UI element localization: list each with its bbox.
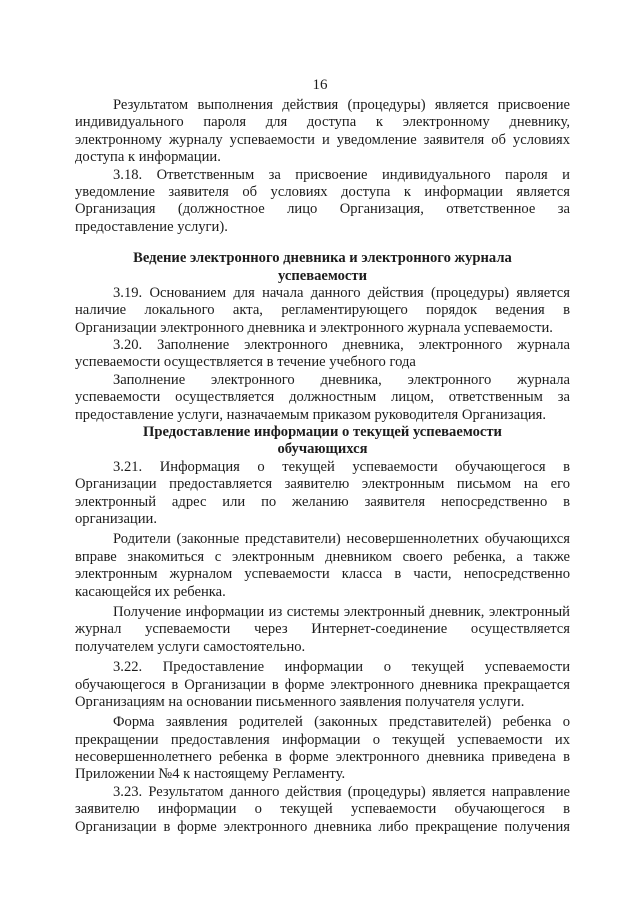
text-line: 3.18. Ответственным за присвоение индивидуального пароля и	[113, 166, 570, 183]
text-line: 3.20. Заполнение электронного дневника, электронного журнала	[113, 337, 570, 354]
heading-line: обучающихся	[277, 441, 368, 458]
text-line: предоставление услуги, назначаемым приказом руководителя Организация.	[75, 406, 547, 423]
heading-line: Предоставление информации о текущей успеваемости	[143, 424, 502, 441]
paragraph-3-21	[75, 459, 570, 529]
text-line: уведомление заявителя об условиях доступа к информации является	[75, 183, 570, 200]
paragraph-3-18	[75, 167, 570, 237]
text-line: несовершеннолетнего ребенка в форме электронного дневника приведена в	[75, 749, 570, 766]
text-line: касающейся их ребенка.	[75, 583, 226, 600]
page-content	[75, 97, 570, 836]
section-heading-diary	[75, 250, 570, 285]
page-number: 16	[312, 77, 328, 93]
text-line: Приложении №4 к настоящему Регламенту.	[75, 766, 346, 783]
text-line: Результатом выполнения действия (процедуры) является присвоение	[113, 97, 570, 113]
text-line: успеваемости осуществляется в течение учебного года	[75, 354, 416, 371]
paragraph-3-20	[75, 337, 570, 372]
paragraph-form	[75, 714, 570, 784]
text-line: успеваемости осуществляется должностным лицом, ответственным за	[75, 389, 570, 406]
text-line: Организации предоставляется заявителю электронным письмом на его	[75, 476, 570, 493]
paragraph-3-22	[75, 659, 570, 711]
text-line: доступа к информации.	[75, 149, 221, 166]
text-line: Заполнение электронного дневника, электронного журнала	[113, 371, 570, 388]
text-line: Организация (должностное лицо Организация, ответственное за	[75, 201, 570, 218]
text-line: Организации в форме электронного дневника либо прекращение получения	[75, 818, 570, 835]
paragraph-parents	[75, 531, 570, 601]
text-line: электронный адрес или по желанию заявителя непосредственно в	[75, 493, 570, 510]
text-line: организации.	[75, 510, 157, 527]
text-line: вправе знакомиться с электронным дневником своего ребенка, а также	[75, 548, 570, 565]
text-line: Получение информации из системы электронный дневник, электронный	[113, 603, 570, 620]
text-line: получателем услуги самостоятельно.	[75, 638, 306, 655]
paragraph-result-password	[75, 97, 570, 167]
text-line: 3.19. Основанием для начала данного действия (процедуры) является	[113, 284, 570, 301]
text-line: индивидуального пароля для доступа к электронному дневнику,	[75, 114, 570, 131]
text-line: Организациям на основании письменного заявления получателя услуги.	[75, 693, 525, 710]
text-line: электронному журналу успеваемости и уведомление заявителя об условиях	[75, 131, 570, 148]
paragraph-filling	[75, 372, 570, 424]
heading-line: успеваемости	[278, 267, 367, 284]
text-line: предоставление услуги).	[75, 218, 228, 235]
text-line: 3.21. Информация о текущей успеваемости обучающегося в	[113, 458, 570, 475]
heading-line: Ведение электронного дневника и электронного журнала	[133, 250, 512, 267]
text-line: электронным журналом успеваемости класса в части, непосредственно	[75, 566, 570, 583]
paragraph-obtaining	[75, 604, 570, 656]
text-line: прекращении предоставления информации о текущей успеваемости их	[75, 731, 570, 748]
text-line: наличие локального акта, регламентирующего порядок ведения в	[75, 302, 570, 319]
text-line: Родители (законные представители) несовершеннолетних обучающихся	[113, 531, 570, 548]
section-heading-progress	[75, 424, 570, 459]
text-line: Форма заявления родителей (законных представителей) ребенка о	[113, 714, 570, 731]
text-line: Организации электронного дневника и электронного журнала успеваемости.	[75, 319, 553, 336]
text-line: 3.22. Предоставление информации о текущей успеваемости	[113, 659, 570, 676]
text-line: 3.23. Результатом данного действия (процедуры) является направление	[113, 783, 570, 800]
text-line: журнал успеваемости через Интернет-соединение осуществляется	[75, 621, 570, 638]
text-line: обучающегося в Организации в форме электронного дневника прекращается	[75, 676, 570, 693]
paragraph-3-19	[75, 285, 570, 337]
text-line: заявителю информации о текущей успеваемости обучающегося в	[75, 801, 570, 818]
paragraph-3-23	[75, 784, 570, 836]
